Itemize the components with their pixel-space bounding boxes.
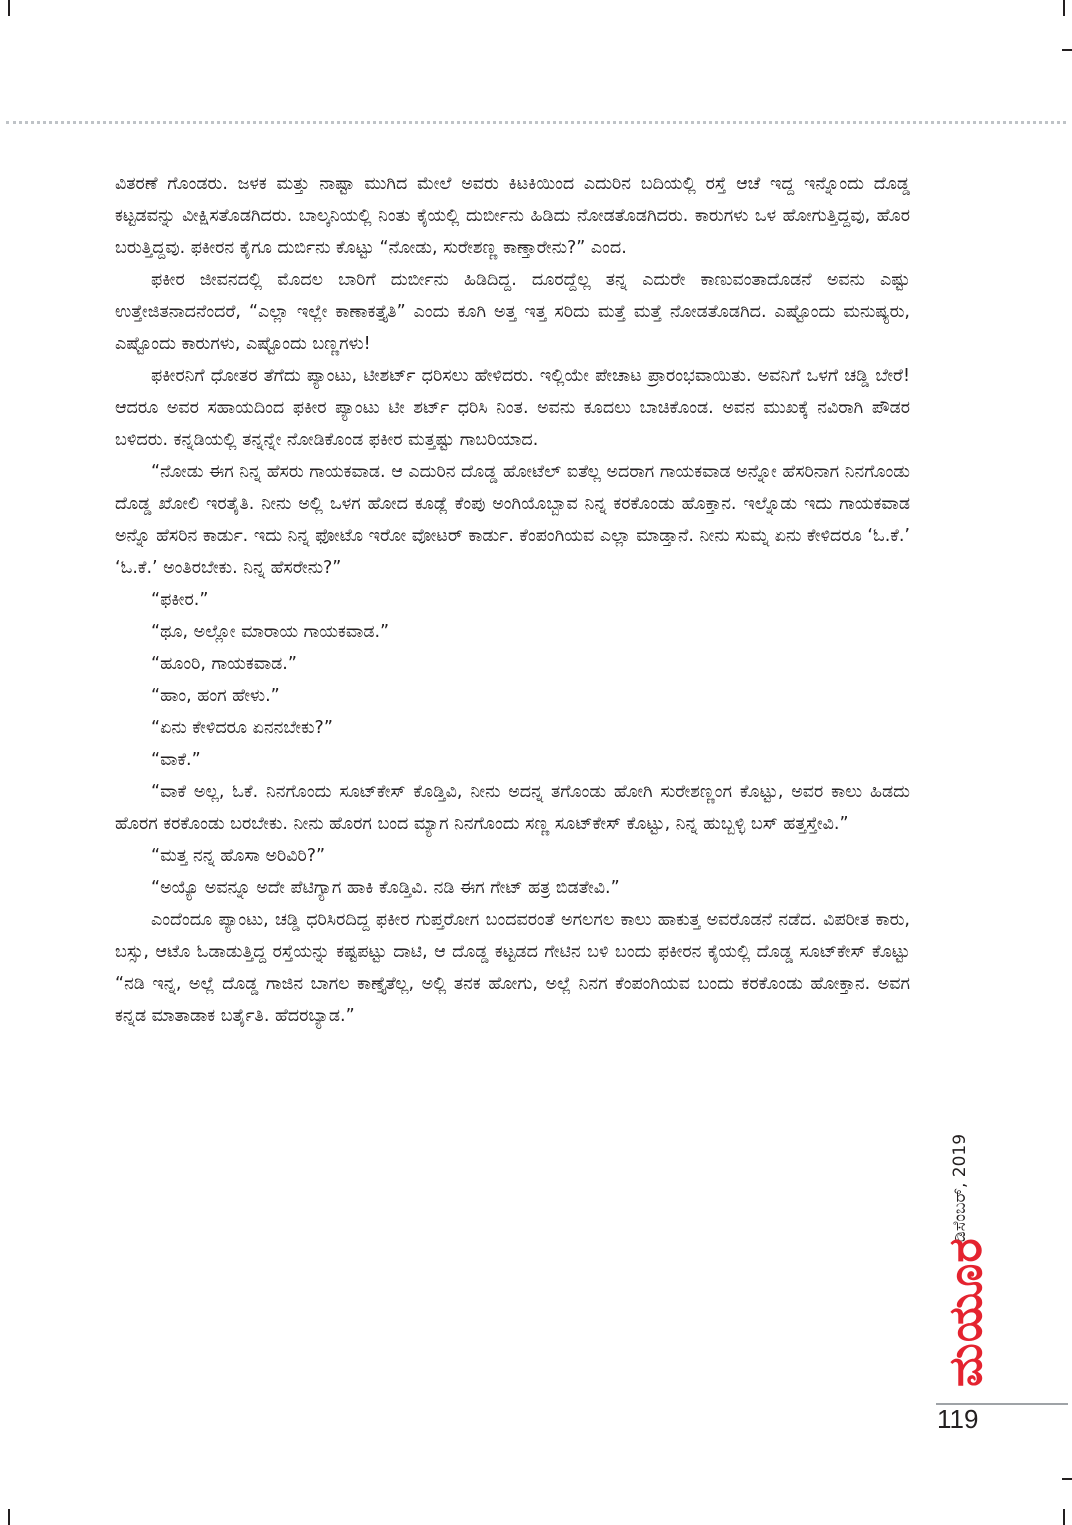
paragraph: “ವಾಕೆ ಅಲ್ಲ, ಓಕೆ. ನಿನಗೊಂದು ಸೂಟ್‌ಕೇಸ್ ಕೊಡ್ತಿವಿ, ನೀನು ಅದನ್ನ ತಗೊಂಡು ಹೋಗಿ ಸುರೇಶಣ್ಣಂಗ ಕೊಟ್ಟು, ಅವರ ಕಾಲು ಹಿಡದು ಹೊರಗ ಕರಕೊಂಡು ಬರಬೇಕು. ನೀನು ಹೊರಗ ಬಂದ ಮ್ಯಾಗ ನಿನಗೊಂದು ಸಣ್ಣ ಸೂಟ್‌ಕೇಸ್ ಕೊಟ್ಟು, ನಿನ್ನ ಹುಬ್ಬಳ್ಳಿ ಬಸ್ ಹತ್ತಸ್ತೇವಿ.”	[115, 782, 910, 834]
dialogue-line: “ಫಕೀರ.”	[151, 590, 209, 610]
magazine-masthead	[934, 1237, 994, 1387]
masthead-logo-text: ಮಯೂರ	[938, 1237, 992, 1387]
dialogue-line: “ಅಯ್ಯೊ ಅವನ್ನೂ ಅದೇ ಪೆಟಿಗ್ಯಾಗ ಹಾಕಿ ಕೊಡ್ತಿವಿ. ನಡಿ ಈಗ ಗೇಟ್ ಹತ್ರ ಬಿಡತೇವಿ.”	[151, 878, 620, 898]
issue-date	[950, 1092, 970, 1242]
crop-mark-bottom-right	[1063, 1509, 1065, 1525]
dialogue-line: “ಹೂಂರಿ, ಗಾಯಕವಾಡ.”	[151, 654, 297, 674]
dialogue-line: “ಮತ್ತ ನನ್ನ ಹೊಸಾ ಅರಿವಿರಿ?”	[151, 846, 326, 866]
crop-mark-top-left	[8, 0, 10, 16]
paragraph: ವಿತರಣೆ ಗೊಂಡರು. ಜಳಕ ಮತ್ತು ನಾಷ್ಟಾ ಮುಗಿದ ಮೇಲೆ ಅವರು ಕಿಟಕಿಯಿಂದ ಎದುರಿನ ಬದಿಯಲ್ಲಿ ರಸ್ತೆ ಆಚೆ ಇದ್ದ ಇನ್ನೊಂದು ದೊಡ್ಡ ಕಟ್ಟಡವನ್ನು ವೀಕ್ಷಿಸತೊಡಗಿದರು. ಬಾಲ್ಕನಿಯಲ್ಲಿ ನಿಂತು ಕೈಯಲ್ಲಿ ದುರ್ಬೀನು ಹಿಡಿದು ನೋಡತೊಡಗಿದರು. ಕಾರುಗಳು ಒಳ ಹೋಗುತ್ತಿದ್ದವು, ಹೊರ ಬರುತ್ತಿದ್ದವು. ಫಕೀರನ ಕೈಗೂ ದುರ್ಬಿನು ಕೊಟ್ಟು “ನೋಡು, ಸುರೇಶಣ್ಣ ಕಾಣ್ತಾರೇನು?” ಎಂದ.	[115, 174, 910, 258]
issue-date-text: ಡಿಸೆಂಬರ್, 2019	[950, 1133, 970, 1242]
dialogue-line: “ವಾಕೆ.”	[151, 750, 201, 770]
article-body	[115, 168, 910, 1032]
paragraph: ಫಕೀರನಿಗೆ ಧೋತರ ತೆಗೆದು ಪ್ಯಾಂಟು, ಟೀಶರ್ಟ್ ಧರಿಸಲು ಹೇಳಿದರು. ಇಲ್ಲಿಯೇ ಪೇಚಾಟ ಪ್ರಾರಂಭವಾಯಿತು. ಅವನಿಗೆ ಒಳಗೆ ಚಡ್ಡಿ ಬೇರೆ! ಆದರೂ ಅವರ ಸಹಾಯದಿಂದ ಫಕೀರ ಪ್ಯಾಂಟು ಟೀ ಶರ್ಟ್ ಧರಿಸಿ ನಿಂತ. ಅವನು ಕೂದಲು ಬಾಚಿಕೊಂಡ. ಅವನ ಮುಖಕ್ಕೆ ನವಿರಾಗಿ ಪೌಡರ ಬಳಿದರು. ಕನ್ನಡಿಯಲ್ಲಿ ತನ್ನನ್ನೇ ನೋಡಿಕೊಂಡ ಫಕೀರ ಮತ್ತಷ್ಟು ಗಾಬರಿಯಾದ.	[115, 366, 910, 450]
crop-mark-top-right	[1063, 0, 1065, 16]
paragraph: “ನೋಡು ಈಗ ನಿನ್ನ ಹೆಸರು ಗಾಯಕವಾಡ. ಆ ಎದುರಿನ ದೊಡ್ಡ ಹೋಟೆಲ್ ಐತೆಲ್ಲ ಅದರಾಗ ಗಾಯಕವಾಡ ಅನ್ನೋ ಹೆಸರಿನಾಗ ನಿನಗೊಂಡು ದೊಡ್ಡ ಖೋಲಿ ಇರತೈತಿ. ನೀನು ಅಲ್ಲಿ ಒಳಗ ಹೋದ ಕೂಡ್ಲೆ ಕೆಂಪು ಅಂಗಿಯೊಬ್ಬಾವ ನಿನ್ನ ಕರಕೊಂಡು ಹೊಕ್ತಾನ. ಇಲ್ನೊಡು ಇದು ಗಾಯಕವಾಡ ಅನ್ನೊ ಹೆಸರಿನ ಕಾರ್ಡು. ಇದು ನಿನ್ನ ಫೋಟೊ ಇರೋ ವೋಟರ್ ಕಾರ್ಡು. ಕೆಂಪಂಗಿಯವ ಎಲ್ಲಾ ಮಾಡ್ತಾನೆ. ನೀನು ಸುಮ್ನ ಏನು ಕೇಳಿದರೂ ‘ಓ.ಕೆ.’ ‘ಓ.ಕೆ.’ ಅಂತಿರಬೇಕು. ನಿನ್ನ ಹೆಸರೇನು?”	[115, 462, 910, 578]
crop-mark-right-lower	[1062, 1478, 1072, 1480]
crop-mark-bottom-left	[8, 1509, 10, 1525]
dialogue-line: “ಹಾಂ, ಹಂಗ ಹೇಳು.”	[151, 686, 280, 706]
crop-mark-right-upper	[1062, 49, 1072, 51]
dialogue-line: “ಥೂ, ಅಲ್ಲೋ ಮಾರಾಯ ಗಾಯಕವಾಡ.”	[151, 622, 390, 642]
page-number: 119	[937, 1404, 979, 1434]
header-dotted-rule	[6, 121, 1066, 124]
paragraph: ಎಂದೆಂದೂ ಪ್ಯಾಂಟು, ಚಡ್ಡಿ ಧರಿಸಿರದಿದ್ದ ಫಕೀರ ಗುಪ್ತರೋಗ ಬಂದವರಂತೆ ಅಗಲಗಲ ಕಾಲು ಹಾಕುತ್ತ ಅವರೊಡನೆ ನಡೆದ. ವಿಪರೀತ ಕಾರು, ಬಸ್ಸು, ಆಟೊ ಓಡಾಡುತ್ತಿದ್ದ ರಸ್ತೆಯನ್ನು ಕಷ್ಟಪಟ್ಟು ದಾಟಿ, ಆ ದೊಡ್ಡ ಕಟ್ಟಡದ ಗೇಟಿನ ಬಳಿ ಬಂದು ಫಕೀರನ ಕೈಯಲ್ಲಿ ದೊಡ್ಡ ಸೂಟ್‌ಕೇಸ್ ಕೊಟ್ಟು “ನಡಿ ಇನ್ನ, ಅಲ್ಲೆ ದೊಡ್ಡ ಗಾಜಿನ ಬಾಗಲ ಕಾಣ್ತೈತೆಲ್ಲ, ಅಲ್ಲಿ ತನಕ ಹೋಗು, ಅಲ್ಲೆ ನಿನಗ ಕೆಂಪಂಗಿಯವ ಬಂದು ಕರಕೊಂಡು ಹೋಕ್ತಾನ. ಅವಗ ಕನ್ನಡ ಮಾತಾಡಾಕ ಬರ್ತೈತಿ. ಹೆದರಬ್ಯಾಡ.”	[115, 910, 910, 1026]
paragraph: ಫಕೀರ ಜೀವನದಲ್ಲಿ ಮೊದಲ ಬಾರಿಗೆ ದುರ್ಬೀನು ಹಿಡಿದಿದ್ದ. ದೂರದ್ದೆಲ್ಲ ತನ್ನ ಎದುರೇ ಕಾಣುವಂತಾದೊಡನೆ ಅವನು ಎಷ್ಟು ಉತ್ತೇಜಿತನಾದನೆಂದರೆ, “ಎಲ್ಲಾ ಇಲ್ಲೇ ಕಾಣಾಕತ್ತೈತಿ” ಎಂದು ಕೂಗಿ ಅತ್ತ ಇತ್ತ ಸರಿದು ಮತ್ತೆ ಮತ್ತೆ ನೋಡತೊಡಗಿದ. ಎಷ್ಟೊಂದು ಮನುಷ್ಯರು, ಎಷ್ಟೊಂದು ಕಾರುಗಳು, ಎಷ್ಟೊಂದು ಬಣ್ಣಗಳು!	[115, 270, 910, 354]
dialogue-line: “ಏನು ಕೇಳಿದರೂ ಏನನಬೇಕು?”	[151, 718, 333, 738]
